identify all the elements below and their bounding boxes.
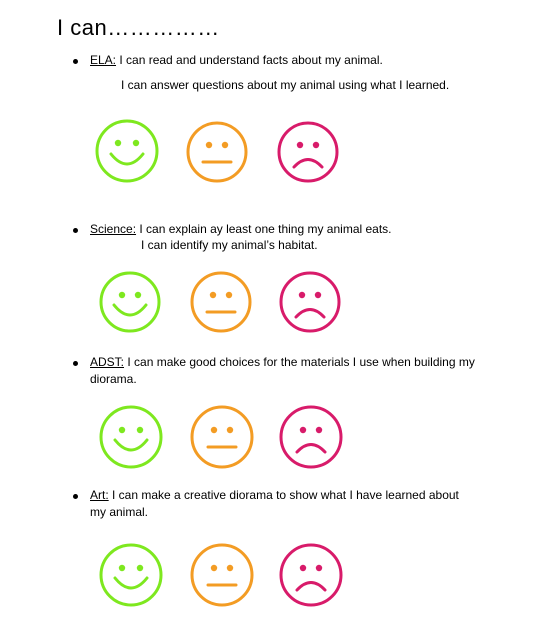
smiley-neutral-icon[interactable]	[185, 120, 249, 184]
bullet-icon	[73, 494, 78, 499]
section-line-1	[90, 354, 475, 371]
smiley-happy-icon[interactable]	[98, 542, 164, 608]
faces-row	[0, 540, 558, 620]
section-text: I can explain ay least one thing my animal eats.	[136, 222, 392, 236]
section-line-1	[90, 487, 459, 504]
section-text: I can make a creative diorama to show what I have learned about	[108, 488, 459, 502]
bullet-icon	[73, 361, 78, 366]
faces-row	[0, 402, 558, 482]
section-line-1	[90, 52, 383, 69]
section-line-2: I can answer questions about my animal using what I learned.	[121, 78, 450, 92]
section-label: Art:	[90, 488, 109, 502]
faces-row	[0, 266, 558, 346]
smiley-happy-icon[interactable]	[98, 270, 162, 334]
smiley-happy-icon[interactable]	[94, 118, 160, 184]
smiley-neutral-icon[interactable]	[189, 270, 253, 334]
section-text: I can make good choices for the materials I use when building my	[124, 355, 475, 369]
section-line-2: my animal.	[90, 505, 149, 519]
section-line-1	[90, 221, 392, 238]
section-line-2: diorama.	[90, 372, 137, 386]
smiley-sad-icon[interactable]	[278, 404, 344, 470]
section-label: ADST:	[90, 355, 125, 369]
smiley-neutral-icon[interactable]	[189, 542, 255, 608]
section-label: ELA:	[90, 53, 117, 67]
smiley-happy-icon[interactable]	[98, 404, 164, 470]
page-title: I can……………	[57, 15, 220, 40]
smiley-neutral-icon[interactable]	[189, 404, 255, 470]
section-text: I can read and understand facts about my animal.	[116, 53, 383, 67]
smiley-sad-icon[interactable]	[278, 270, 342, 334]
smiley-sad-icon[interactable]	[276, 120, 340, 184]
faces-row	[0, 112, 558, 192]
bullet-icon	[73, 228, 78, 233]
smiley-sad-icon[interactable]	[278, 542, 344, 608]
bullet-icon	[73, 59, 78, 64]
section-line-2: I can identify my animal’s habitat.	[141, 238, 318, 252]
section-label: Science:	[90, 222, 137, 236]
